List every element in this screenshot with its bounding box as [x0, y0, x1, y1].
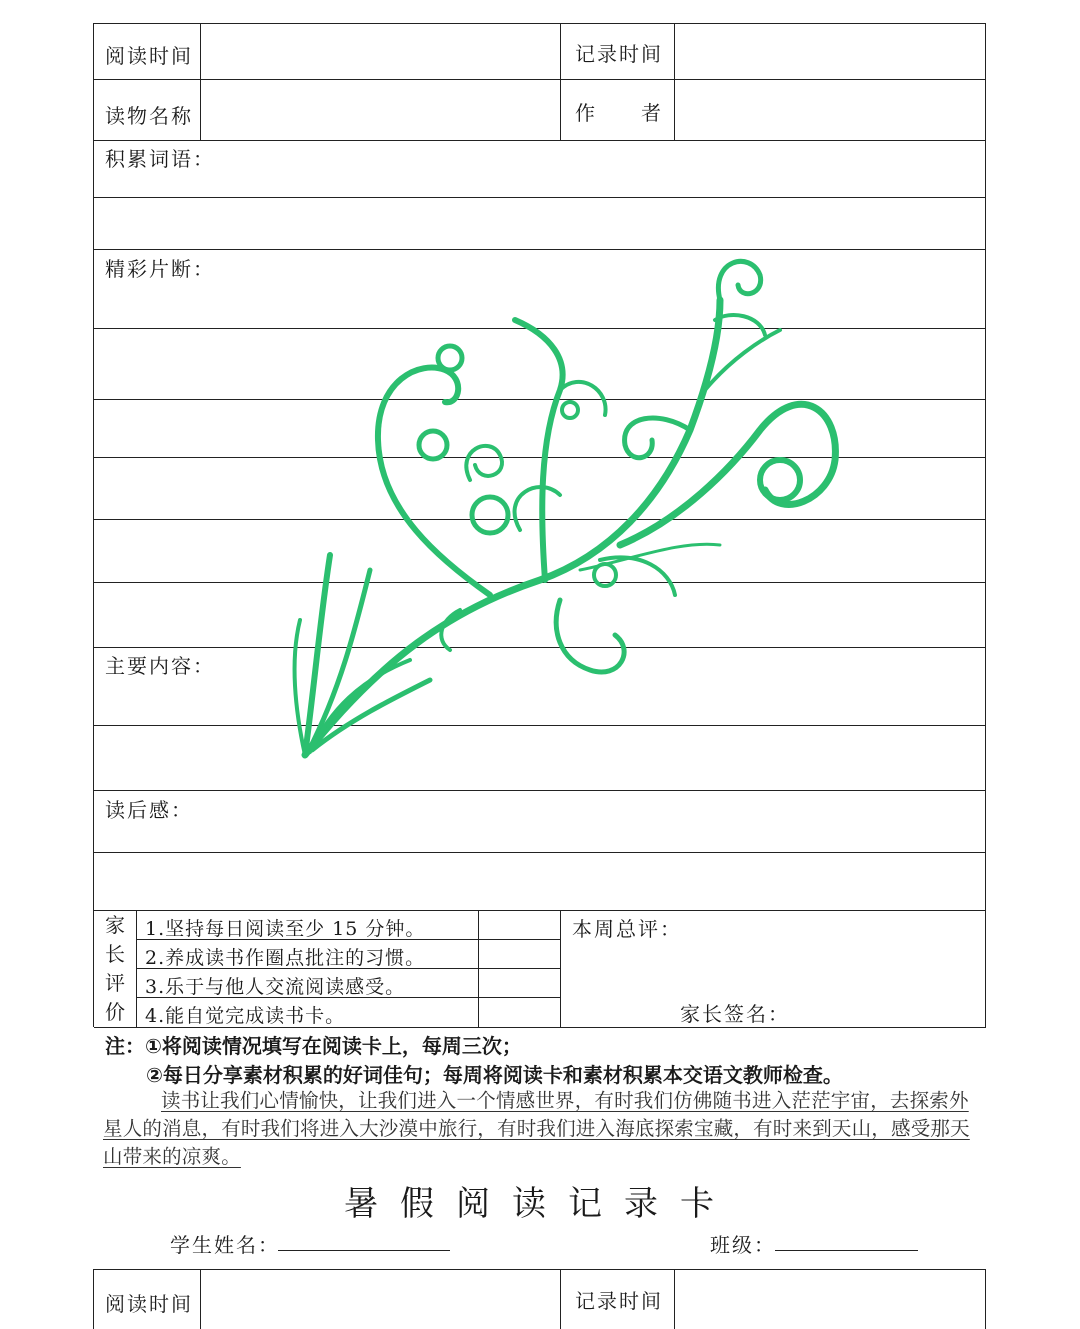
vocab-label: 积累词语：	[105, 147, 215, 171]
reflection-label: 读后感：	[105, 798, 193, 822]
side-char: 评	[105, 971, 125, 995]
reading-paragraph: 读书让我们心情愉快，让我们进入一个情感世界，有时我们仿佛随书进入茫茫宇宙，去探索外星人的消息，有时我们将进入大沙漠中旅行，有时我们进入海底探索宝藏，有时来到天山，感受那天山带来的凉爽。	[103, 1089, 970, 1168]
note-line-2: ②每日分享素材积累的好词佳句；每周将阅读卡和素材积累本交语文教师检查。	[146, 1063, 843, 1087]
book-name-label: 读物名称	[105, 104, 193, 128]
criteria-item: 1.坚持每日阅读至少 15 分钟。	[145, 918, 426, 940]
criteria-item: 4.能自觉完成读书卡。	[145, 1005, 346, 1027]
card-title: 暑假阅读记录卡	[344, 1184, 736, 1224]
criteria-item: 2.养成读书作圈点批注的习惯。	[145, 947, 426, 969]
side-char: 家	[105, 913, 125, 937]
record-time-label-bottom: 记录时间	[575, 1289, 663, 1313]
record-time-label: 记录时间	[575, 42, 663, 66]
note-line-1: 注：①将阅读情况填写在阅读卡上，每周三次；	[105, 1034, 522, 1058]
student-name-blank	[278, 1250, 450, 1251]
green-vine-icon	[260, 240, 860, 770]
student-name-label: 学生姓名：	[170, 1233, 280, 1257]
side-char: 价	[105, 1000, 125, 1024]
reading-time-label: 阅读时间	[105, 44, 193, 68]
reading-time-label-bottom: 阅读时间	[105, 1292, 193, 1316]
criteria-item: 3.乐于与他人交流阅读感受。	[145, 976, 406, 998]
weekly-review-label: 本周总评：	[572, 917, 682, 941]
excerpt-label: 精彩片断：	[105, 257, 215, 281]
author-label: 作 者	[575, 101, 663, 125]
class-blank	[775, 1250, 918, 1251]
main-content-label: 主要内容：	[105, 654, 215, 678]
parent-signature-label: 家长签名：	[680, 1002, 790, 1026]
side-char: 长	[105, 942, 125, 966]
class-label: 班级：	[710, 1233, 776, 1257]
